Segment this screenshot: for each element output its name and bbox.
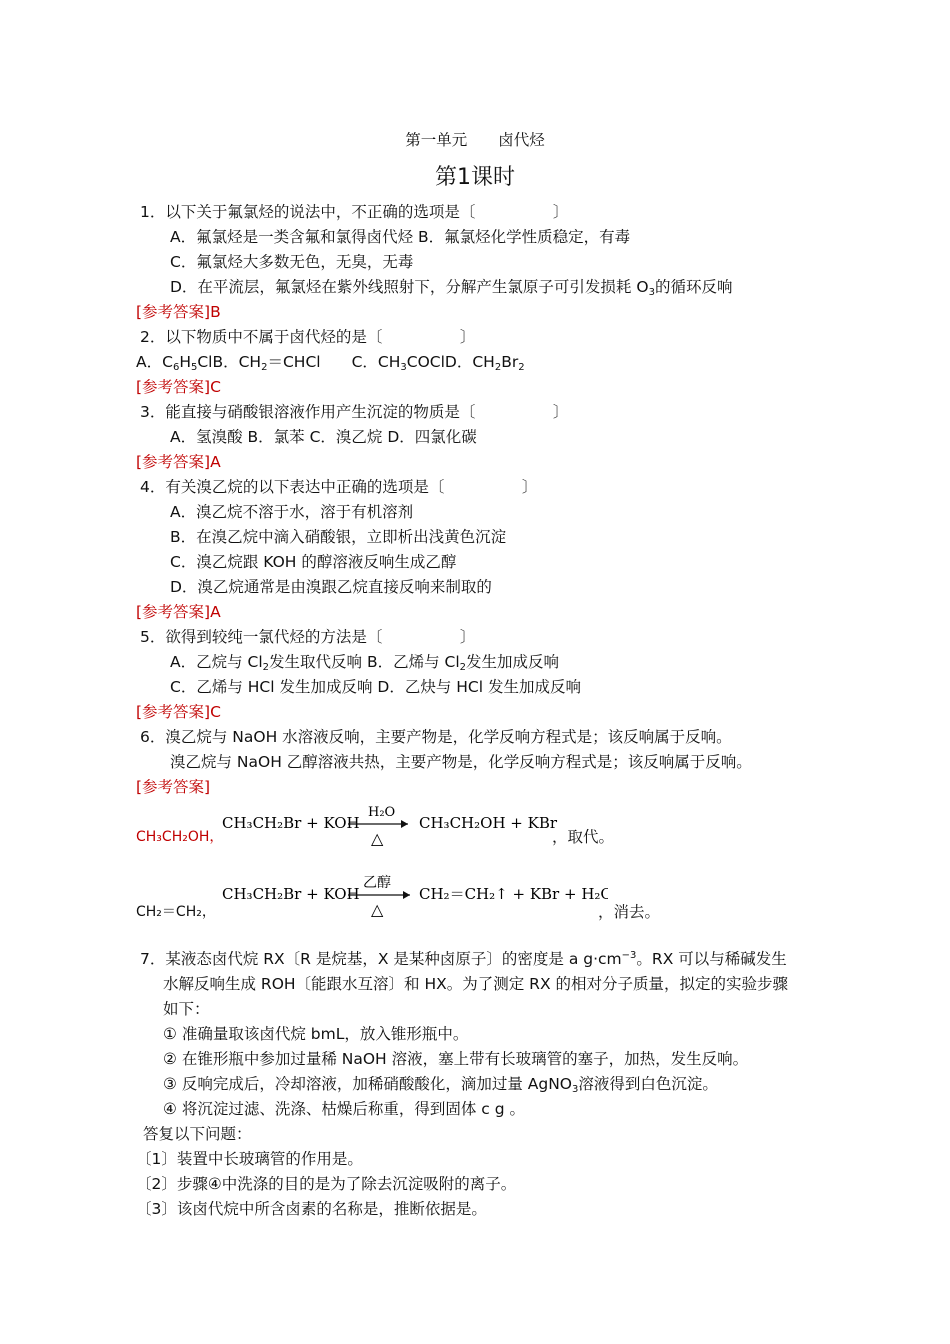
eq1-reactants: CH₃CH₂Br + KOH: [222, 814, 360, 832]
q6-answer1-product: CH₃CH₂OH，: [136, 829, 224, 845]
eq1-condition: H₂O: [368, 805, 396, 820]
q7-step3: ③ 反响完成后，冷却溶液，加稀硝酸酸化，滴加过量 AgNO$_3$溶液得到白色沉淀。: [163, 1075, 718, 1095]
q5-stem: 5．欲得到较纯一氯代烃的方法是〔 〕: [140, 628, 476, 646]
q6-answer-label: [参考答案]: [136, 778, 211, 796]
q4-stem: 4．有关溴乙烷的以下表达中正确的选项是〔 〕: [140, 478, 538, 496]
q5-options-cd: C．乙烯与 HCl 发生加成反响 D．乙炔与 HCl 发生加成反响: [170, 678, 581, 696]
q2-options: A．$C_6H_5ClB$．$CH_2=CHCl$ C．$CH_3COClD$．$CH_2Br_2$: [136, 353, 525, 373]
q4-option-a: A．溴乙烷不溶于水，溶于有机溶剂: [170, 503, 414, 521]
q1-options-ab: A．氟氯烃是一类含氟和氯得卤代烃 B．氟氯烃化学性质稳定，有毒: [170, 228, 631, 246]
eq1-arrow-head: [401, 820, 408, 828]
eq2-arrow-head: [403, 891, 410, 899]
lesson-title: 第1课时: [435, 165, 515, 190]
q7-line3: 如下：: [163, 1000, 210, 1018]
q7-step2: ② 在锥形瓶中参加过量稀 NaOH 溶液，塞上带有长玻璃管的塞子，加热，发生反响。: [163, 1050, 749, 1068]
q6-line1: 6．溴乙烷与 NaOH 水溶液反响，主要产物是，化学反响方程式是；该反响属于反响。: [140, 728, 732, 746]
q7-line1: 7．某液态卤代烷 RX〔R 是烷基，X 是某种卤原子〕的密度是 a $g\cdot cm^{-3}$。RX 可以与稀碱发生: [140, 950, 787, 968]
q7-sub3: 〔3〕该卤代烷中所含卤素的名称是，推断依据是。: [136, 1200, 487, 1218]
q4-option-c: C．溴乙烷跟 KOH 的醇溶液反响生成乙醇: [170, 553, 457, 571]
q7-sub2: 〔2〕步骤④中洗涤的目的是为了除去沉淀吸附的离子。: [136, 1175, 517, 1193]
q6-answer2-product: CH₂＝CH₂，: [136, 904, 216, 920]
unit-title: 第一单元 卤代烃: [405, 131, 545, 149]
q3-answer: [参考答案]A: [136, 453, 221, 471]
q7-step4: ④ 将沉淀过滤、洗涤、枯燥后称重，得到固体 c g 。: [163, 1100, 525, 1118]
q4-option-d: D．溴乙烷通常是由溴跟乙烷直接反响来制取的: [170, 578, 492, 596]
q6-equation2: [218, 871, 608, 925]
q2-stem: 2．以下物质中不属于卤代烃的是〔 〕: [140, 328, 476, 346]
q3-stem: 3．能直接与硝酸银溶液作用产生沉淀的物质是〔 〕: [140, 403, 569, 421]
q7-sub1: 〔1〕装置中长玻璃管的作用是。: [136, 1150, 363, 1168]
eq2-condition: 乙醇: [363, 875, 391, 891]
eq2-heat: △: [371, 900, 384, 919]
q2-answer: [参考答案]C: [136, 378, 221, 396]
q1-answer: [参考答案]B: [136, 303, 221, 321]
q6-line2: 溴乙烷与 NaOH 乙醇溶液共热，主要产物是，化学反响方程式是；该反响属于反响。: [170, 753, 752, 771]
q6-answer1-type: ，取代。: [552, 828, 615, 846]
q7-answer-prompt: 答复以下问题：: [143, 1125, 252, 1143]
q6-answer2-type: ，消去。: [598, 903, 661, 921]
q1-stem: 1．以下关于氟氯烃的说法中，不正确的选项是〔 〕: [140, 203, 569, 221]
q4-option-b: B．在溴乙烷中滴入硝酸银，立即析出浅黄色沉淀: [170, 528, 507, 546]
eq1-products: CH₃CH₂OH + KBr: [419, 814, 558, 832]
q4-answer: [参考答案]A: [136, 603, 221, 621]
q1-option-c: C．氟氯烃大多数无色，无臭，无毒: [170, 253, 414, 271]
q5-answer: [参考答案]C: [136, 703, 221, 721]
q5-options-ab: A．乙烷与 $Cl_2$发生取代反响 B．乙烯与 $Cl_2$发生加成反响: [170, 653, 560, 673]
q3-options: A．氢溴酸 B．氯苯 C．溴乙烷 D．四氯化碳: [170, 428, 477, 446]
eq2-products: CH₂＝CH₂↑ + KBr + H₂O: [419, 885, 608, 903]
q7-step1: ① 准确量取该卤代烷 bmL，放入锥形瓶中。: [163, 1025, 469, 1043]
q7-line2: 水解反响生成 ROH〔能跟水互溶〕和 HX。为了测定 RX 的相对分子质量，拟定的实验步骤: [163, 975, 788, 993]
q1-option-d: D．在平流层，氟氯烃在紫外线照射下，分解产生氯原子可引发损耗 $O_3$的循环反响: [170, 278, 733, 298]
q6-equation1: [218, 800, 558, 854]
eq1-heat: △: [371, 829, 384, 848]
eq2-reactants: CH₃CH₂Br + KOH: [222, 885, 360, 903]
